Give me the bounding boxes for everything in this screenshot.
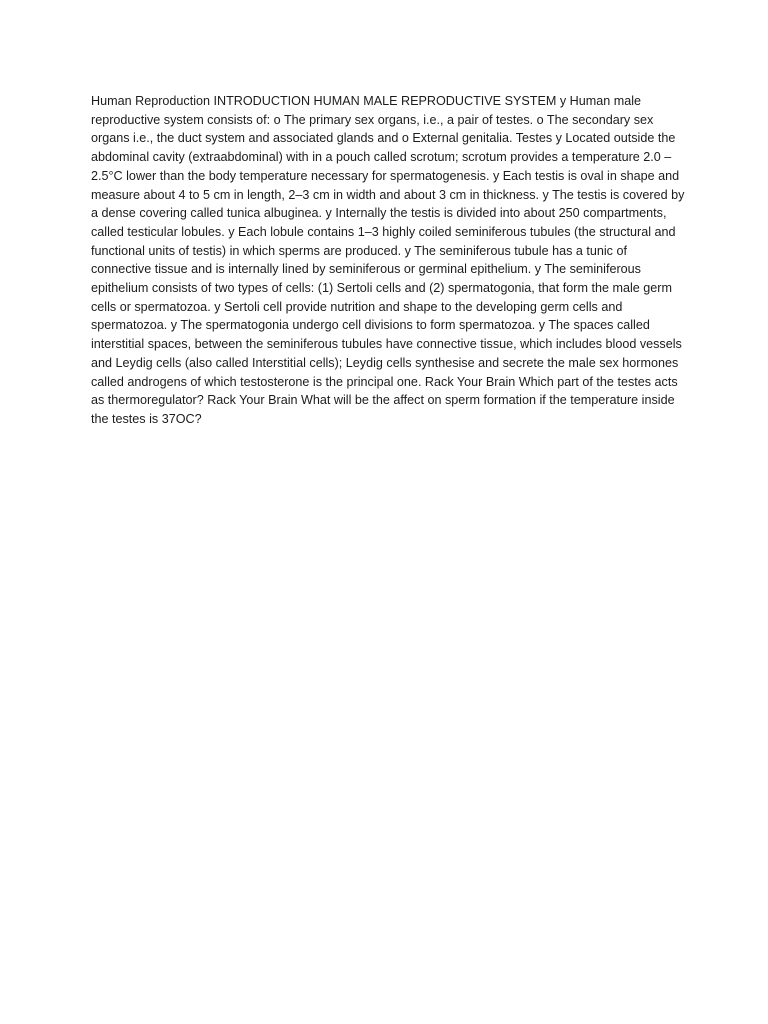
body-paragraph: Human Reproduction INTRODUCTION HUMAN MALE REPRODUCTIVE SYSTEM y Human male reproductive system consists of: o The primary sex organs, i.e., a pair of testes. o The secondary sex organs i.e., the duct system and associated glands and o External genitalia. Testes y Located outside the abdominal cavity (extraabdominal) with in a pouch called scrotum; scrotum provides a temperature 2.0 – 2.5°C lower than the body temperature necessary for spermatogenesis. y Each testis is oval in shape and measure about 4 to 5 cm in length, 2–3 cm in width and about 3 cm in thickness. y The testis is covered by a dense covering called tunica albuginea. y Internally the testis is divided into about 250 compartments, called testicular lobules. y Each lobule contains 1–3 highly coiled seminiferous tubules (the structural and functional units of testis) in which sperms are produced. y The seminiferous tubule has a tunic of connective tissue and is internally lined by seminiferous or germinal epithelium. y The seminiferous epithelium consists of two types of cells: (1) Sertoli cells and (2) spermatogonia, that form the male germ cells or spermatozoa. y Sertoli cell provide nutrition and shape to the developing germ cells and spermatozoa. y The spermatogonia undergo cell divisions to form spermatozoa. y The spaces called interstitial spaces, between the seminiferous tubules have connective tissue, which includes blood vessels and Leydig cells (also called Interstitial cells); Leydig cells synthesise and secrete the male sex hormones called androgens of which testosterone is the principal one. Rack Your Brain Which part of the testes acts as thermoregulator? Rack Your Brain What will be the affect on sperm formation if the temperature inside the testes is 37OC?: [91, 94, 685, 426]
